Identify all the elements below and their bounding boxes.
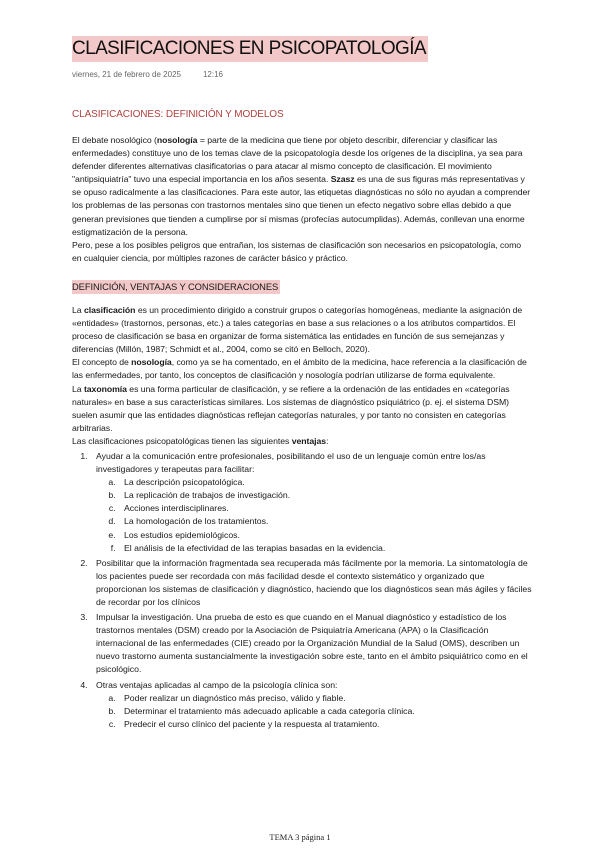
sub-list-item: a. Poder realizar un diagnóstico más preciso, válido y fiable. bbox=[118, 692, 532, 705]
paragraph-nosology: El concepto de nosología, como ya se ha comentado, en el ámbito de la medicina, hace referencia a la clasificación de las enfermedades, por tanto, los conceptos de clasificación y nosología podrían utilizarse de forma equivalente. bbox=[72, 357, 527, 381]
sub-list-item: e. Los estudios epidemiológicos. bbox=[118, 529, 532, 542]
sub-list bbox=[96, 476, 532, 555]
paragraph-classification: La clasificación es un procedimiento dirigido a construir grupos o categorías homogéneas, mediante la asignación de «entidades» (trastornos, personas, etc.) a tales categorías en base a sus relaciones o a los atributos compartidos. El proceso de clasificación se basa en organizar de forma sistemática las entidades en función de sus semejanzas y diferencias (Millón, 1987; Schmidt et al., 2004, como se citó en Belloch, 2020). bbox=[72, 304, 523, 355]
paragraph-taxonomy: La taxonomía es una forma particular de clasificación, y se refiere a la ordenación de las entidades en «categorías naturales» en base a sus características similares. Los sistemas de diagnóstico psiquiátrico (p. ej. el sistema DSM) suelen asumir que las entidades diagnósticas reflejan categorías naturales, y por tanto no consisten en categorías arbitrarias. bbox=[72, 383, 510, 433]
sub-list-item: c. Acciones interdisciplinares. bbox=[118, 502, 532, 515]
paragraph-nosology-debate: El debate nosológico (nosología = parte de la medicina que tiene por objeto describir, diferenciar y clasificar las enfermedades) constituye uno de los temas clave de la psicopatología desde los orígenes de la disciplina, ya sea para defender diferentes alternativas clasificatorias o para atacar al mismo concepto de clasificación. El movimiento "antipsiquiatría" tuvo una especial importancia en los años sesenta. Szasz es una de sus figuras más representativas y se opuso radicalmente a las clasificaciones. Para este autor, las etiquetas diagnósticas no sólo no ayudan a comprender los problemas de las personas con trastornos mentales sino que tienen un efecto negativo sobre ellas debido a que generan previsiones que tienden a cumplirse por sí mismas (profecías autocumplidas). Además, conllevan una enorme estigmatización de la persona. bbox=[72, 135, 531, 237]
sub-list-item: a. La descripción psicopatológica. bbox=[118, 476, 532, 489]
page-title: CLASIFICACIONES EN PSICOPATOLOGÍA bbox=[72, 36, 428, 62]
sub-list-item: b. Determinar el tratamiento más adecuado aplicable a cada categoría clínica. bbox=[118, 705, 532, 718]
paragraph-advantages-intro: Las clasificaciones psicopatológicas tienen las siguientes ventajas: bbox=[72, 435, 329, 446]
advantages-list bbox=[72, 450, 532, 731]
section-heading-advantages: DEFINICIÓN, VENTAJAS Y CONSIDERACIONES bbox=[72, 280, 279, 292]
page-meta bbox=[72, 70, 532, 79]
list-item: 3. Impulsar la investigación. Una prueba de esto es que cuando en el Manual diagnóstico y estadístico de los trastornos mentales (DSM) creado por la Asociación de Psiquiatría Americana (APA) o la Clasificación internacional de las enfermedades (CIE) creado por la Organización Mundial de la Salud (OMS), describen un nuevo trastorno aumenta sustancialmente la investigación sobre este, tanto en el ámbito psiquiátrico como en el psicológico. bbox=[90, 611, 532, 676]
sub-list-item: f. El análisis de la efectividad de las terapias basadas en la evidencia. bbox=[118, 542, 532, 555]
list-item: 4. Otras ventajas aplicadas al campo de la psicología clínica son: a. Poder realizar un diagnóstico más preciso, válido y fiable. b. Determinar el tratamiento más adecuado aplicable a cada categoría clínica. c. Predecir el curso clínico del paciente y la respuesta al tratamiento. bbox=[90, 679, 532, 731]
list-item: 1. Ayudar a la comunicación entre profesionales, posibilitando el uso de un lenguaje común entre los/as investigadores y terapeutas para facilitar: a. La descripción psicopatológica. b. La replicación de trabajos de investigación. c. Acciones interdisciplinares. d. La homologación de los tratamientos. e. Los estudios epidemiológicos. f. El análisis de la efectividad de las terapias basadas en la evidencia. bbox=[90, 450, 532, 555]
document-page bbox=[72, 36, 532, 731]
section-heading-models: CLASIFICACIONES: DEFINICIÓN Y MODELOS bbox=[72, 109, 284, 120]
page-footer: TEMA 3 página 1 bbox=[269, 832, 331, 842]
sub-list-item: d. La homologación de los tratamientos. bbox=[118, 515, 532, 528]
sub-list-item: c. Predecir el curso clínico del paciente y la respuesta al tratamiento. bbox=[118, 718, 532, 731]
page-date: viernes, 21 de febrero de 2025 bbox=[72, 70, 181, 79]
page-time: 12:16 bbox=[202, 70, 223, 79]
sub-list bbox=[96, 692, 532, 731]
sub-list-item: b. La replicación de trabajos de investigación. bbox=[118, 489, 532, 502]
paragraph-necessity: Pero, pese a los posibles peligros que entrañan, los sistemas de clasificación son necesarios en psicopatología, como en cualquier ciencia, por múltiples razones de carácter básico y práctico. bbox=[72, 239, 522, 263]
list-item: 2. Posibilitar que la información fragmentada sea recuperada más fácilmente por la memoria. La sintomatología de los pacientes puede ser recordada con más facilidad desde el contexto sistemático y organizado que proporcionan los sistemas de clasificación y diagnóstico, haciendo que los diagnósticos sean más ágiles y fáciles de recordar por los clínicos bbox=[90, 557, 532, 609]
